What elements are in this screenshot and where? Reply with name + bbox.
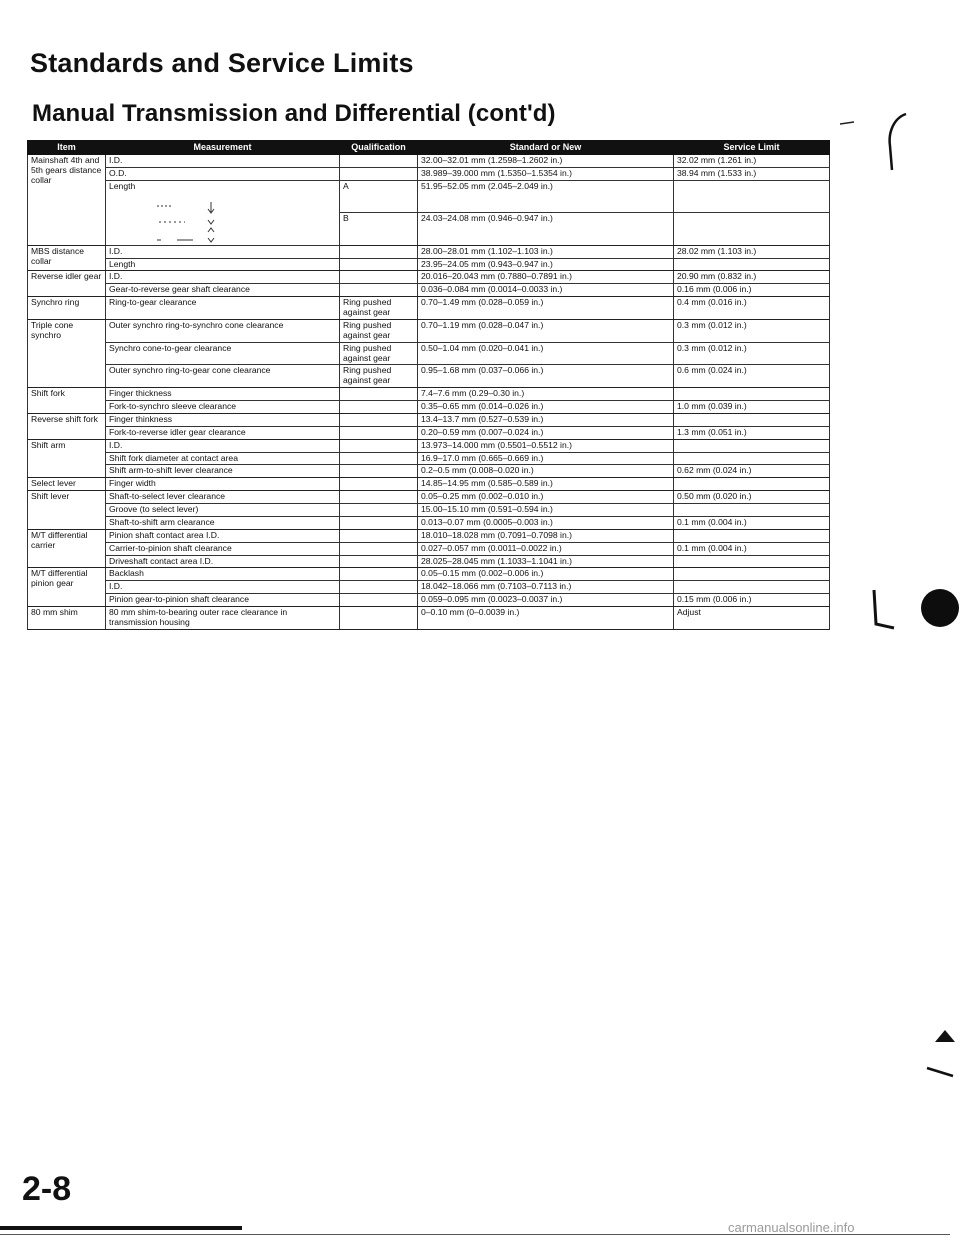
measurement-cell: I.D.	[106, 271, 340, 284]
standard-cell: 38.989–39.000 mm (1.5350–1.5354 in.)	[418, 167, 674, 180]
table-row	[28, 529, 830, 542]
qualification-cell	[340, 167, 418, 180]
header-qualification: Qualification	[340, 141, 418, 155]
qualification-cell	[340, 426, 418, 439]
service-limit-cell: 0.3 mm (0.012 in.)	[674, 342, 830, 365]
service-limit-cell: 0.15 mm (0.006 in.)	[674, 594, 830, 607]
measurement-cell: Pinion shaft contact area I.D.	[106, 529, 340, 542]
measurement-cell: I.D.	[106, 245, 340, 258]
table-row	[28, 516, 830, 529]
standard-cell: 13.4–13.7 mm (0.527–0.539 in.)	[418, 413, 674, 426]
item-cell: M/T differential carrier	[28, 529, 106, 568]
service-limit-cell: 0.4 mm (0.016 in.)	[674, 297, 830, 320]
qualification-cell: Ring pushed against gear	[340, 342, 418, 365]
measurement-cell: Carrier-to-pinion shaft clearance	[106, 542, 340, 555]
qualification-cell	[340, 542, 418, 555]
measurement-cell: Driveshaft contact area I.D.	[106, 555, 340, 568]
item-cell: Shift fork	[28, 388, 106, 414]
table-row	[28, 465, 830, 478]
service-limit-cell: 0.16 mm (0.006 in.)	[674, 284, 830, 297]
measurement-cell: Outer synchro ring-to-gear cone clearance	[106, 365, 340, 388]
header-item: Item	[28, 141, 106, 155]
header-measurement: Measurement	[106, 141, 340, 155]
service-limit-cell: 0.1 mm (0.004 in.)	[674, 516, 830, 529]
table-row	[28, 271, 830, 284]
qualification-cell	[340, 245, 418, 258]
table-row	[28, 245, 830, 258]
table-header	[28, 141, 830, 155]
service-limit-cell	[674, 258, 830, 271]
qualification-cell	[340, 452, 418, 465]
qualification-cell	[340, 284, 418, 297]
standard-cell: 14.85–14.95 mm (0.585–0.589 in.)	[418, 478, 674, 491]
table-row	[28, 258, 830, 271]
service-limit-cell	[674, 388, 830, 401]
standard-cell: 32.00–32.01 mm (1.2598–1.2602 in.)	[418, 155, 674, 168]
standard-cell: 7.4–7.6 mm (0.29–0.30 in.)	[418, 388, 674, 401]
table-row	[28, 297, 830, 320]
qualification-cell	[340, 401, 418, 414]
qualification-cell	[340, 439, 418, 452]
item-cell: M/T differential pinion gear	[28, 568, 106, 607]
standard-cell: 0–0.10 mm (0–0.0039 in.)	[418, 607, 674, 630]
table-row	[28, 504, 830, 517]
service-limit-cell: 0.62 mm (0.024 in.)	[674, 465, 830, 478]
dash-mark-icon	[838, 118, 858, 128]
table-row	[28, 594, 830, 607]
qualification-cell	[340, 581, 418, 594]
standard-cell: 0.70–1.19 mm (0.028–0.047 in.)	[418, 319, 674, 342]
measurement-cell: Fork-to-synchro sleeve clearance	[106, 401, 340, 414]
measurement-cell: 80 mm shim-to-bearing outer race clearance in transmission housing	[106, 607, 340, 630]
table-row	[28, 555, 830, 568]
distance-collar-diagram-icon	[155, 200, 225, 244]
standard-cell: 15.00–15.10 mm (0.591–0.594 in.)	[418, 504, 674, 517]
item-cell: Select lever	[28, 478, 106, 491]
qualification-cell	[340, 568, 418, 581]
service-limit-cell	[674, 529, 830, 542]
qualification-cell	[340, 388, 418, 401]
table-row	[28, 319, 830, 342]
standard-cell: 0.027–0.057 mm (0.0011–0.0022 in.)	[418, 542, 674, 555]
service-limit-cell	[674, 180, 830, 212]
table-row	[28, 426, 830, 439]
standard-cell: 0.50–1.04 mm (0.020–0.041 in.)	[418, 342, 674, 365]
standard-cell: 0.05–0.25 mm (0.002–0.010 in.)	[418, 491, 674, 504]
standard-cell: 0.35–0.65 mm (0.014–0.026 in.)	[418, 401, 674, 414]
measurement-cell: Shaft-to-shift arm clearance	[106, 516, 340, 529]
binder-mark-icon	[876, 112, 912, 172]
measurement-cell: Pinion gear-to-pinion shaft clearance	[106, 594, 340, 607]
item-cell	[28, 155, 106, 246]
service-limit-cell	[674, 504, 830, 517]
table-body	[28, 155, 830, 630]
standard-cell: 0.2–0.5 mm (0.008–0.020 in.)	[418, 465, 674, 478]
qualification-cell	[340, 465, 418, 478]
measurement-cell: Finger width	[106, 478, 340, 491]
standard-cell: 0.95–1.68 mm (0.037–0.066 in.)	[418, 365, 674, 388]
qualification-cell	[340, 529, 418, 542]
qualification-cell	[340, 491, 418, 504]
watermark: carmanualsonline.info	[728, 1220, 855, 1235]
standard-cell: 16.9–17.0 mm (0.665–0.669 in.)	[418, 452, 674, 465]
item-cell: Shift lever	[28, 491, 106, 530]
item-label: Mainshaft 4th and 5th gears distance collar	[31, 155, 102, 185]
service-limit-cell	[674, 439, 830, 452]
item-cell: Synchro ring	[28, 297, 106, 320]
standard-cell: 0.20–0.59 mm (0.007–0.024 in.)	[418, 426, 674, 439]
table-row	[28, 491, 830, 504]
footer-rule	[0, 1226, 242, 1230]
binder-hole-icon	[868, 584, 960, 636]
standard-cell: 13.973–14.000 mm (0.5501–0.5512 in.)	[418, 439, 674, 452]
header-standard: Standard or New	[418, 141, 674, 155]
qualification-cell	[340, 594, 418, 607]
service-limit-cell: 1.3 mm (0.051 in.)	[674, 426, 830, 439]
measurement-cell: I.D.	[106, 439, 340, 452]
standard-cell: 0.70–1.49 mm (0.028–0.059 in.)	[418, 297, 674, 320]
service-limit-cell: 0.3 mm (0.012 in.)	[674, 319, 830, 342]
service-limit-cell: Adjust	[674, 607, 830, 630]
service-limit-cell	[674, 555, 830, 568]
standard-cell: 23.95–24.05 mm (0.943–0.947 in.)	[418, 258, 674, 271]
qualification-cell	[340, 413, 418, 426]
standard-cell: 0.013–0.07 mm (0.0005–0.003 in.)	[418, 516, 674, 529]
item-cell: MBS distance collar	[28, 245, 106, 271]
qualification-cell	[340, 516, 418, 529]
qualification-cell	[340, 607, 418, 630]
page-title: Standards and Service Limits	[30, 48, 414, 78]
measurement-cell: Ring-to-gear clearance	[106, 297, 340, 320]
service-limit-cell	[674, 452, 830, 465]
corner-mark-icon	[925, 1028, 957, 1080]
measurement-cell	[106, 180, 340, 245]
qualification-cell	[340, 504, 418, 517]
standard-cell: 24.03–24.08 mm (0.946–0.947 in.)	[418, 213, 674, 245]
table-row	[28, 413, 830, 426]
qualification-cell: Ring pushed against gear	[340, 297, 418, 320]
item-cell: Triple cone synchro	[28, 319, 106, 387]
measurement-cell: I.D.	[106, 155, 340, 168]
standard-cell: 51.95–52.05 mm (2.045–2.049 in.)	[418, 180, 674, 212]
table-row	[28, 342, 830, 365]
service-limit-cell	[674, 413, 830, 426]
table-row	[28, 607, 830, 630]
service-limit-cell: 28.02 mm (1.103 in.)	[674, 245, 830, 258]
service-limit-cell: 38.94 mm (1.533 in.)	[674, 167, 830, 180]
table-row	[28, 155, 830, 168]
specifications-table	[27, 140, 830, 630]
page-number: 2-8	[22, 1170, 72, 1208]
qualification-cell	[340, 555, 418, 568]
service-limit-cell	[674, 568, 830, 581]
measurement-cell: Groove (to select lever)	[106, 504, 340, 517]
item-cell: Reverse idler gear	[28, 271, 106, 297]
standard-cell: 0.05–0.15 mm (0.002–0.006 in.)	[418, 568, 674, 581]
table-row	[28, 581, 830, 594]
service-limit-cell: 20.90 mm (0.832 in.)	[674, 271, 830, 284]
standard-cell: 28.025–28.045 mm (1.1033–1.1041 in.)	[418, 555, 674, 568]
table-row	[28, 439, 830, 452]
measurement-cell: Finger thinkness	[106, 413, 340, 426]
qualification-cell: B	[340, 213, 418, 245]
measurement-label: Length	[109, 180, 136, 191]
measurement-cell: Synchro cone-to-gear clearance	[106, 342, 340, 365]
qualification-cell	[340, 155, 418, 168]
service-limit-cell	[674, 213, 830, 245]
service-limit-cell: 0.50 mm (0.020 in.)	[674, 491, 830, 504]
qualification-cell	[340, 271, 418, 284]
standard-cell: 28.00–28.01 mm (1.102–1.103 in.)	[418, 245, 674, 258]
table-row	[28, 568, 830, 581]
qualification-cell	[340, 258, 418, 271]
measurement-cell: I.D.	[106, 581, 340, 594]
table-row	[28, 388, 830, 401]
qualification-cell: Ring pushed against gear	[340, 319, 418, 342]
service-limit-cell: 32.02 mm (1.261 in.)	[674, 155, 830, 168]
standard-cell: 20.016–20.043 mm (0.7880–0.7891 in.)	[418, 271, 674, 284]
table-row	[28, 167, 830, 180]
section-title: Manual Transmission and Differential (cont'd)	[32, 100, 556, 127]
measurement-cell: Backlash	[106, 568, 340, 581]
standard-cell: 0.059–0.095 mm (0.0023–0.0037 in.)	[418, 594, 674, 607]
measurement-cell: Shaft-to-select lever clearance	[106, 491, 340, 504]
table-row	[28, 542, 830, 555]
measurement-cell: Length	[106, 258, 340, 271]
measurement-cell: Finger thickness	[106, 388, 340, 401]
table-row	[28, 401, 830, 414]
header-service-limit: Service Limit	[674, 141, 830, 155]
measurement-cell: Fork-to-reverse idler gear clearance	[106, 426, 340, 439]
service-limit-cell: 0.6 mm (0.024 in.)	[674, 365, 830, 388]
standard-cell: 18.042–18.066 mm (0.7103–0.7113 in.)	[418, 581, 674, 594]
item-cell: 80 mm shim	[28, 607, 106, 630]
measurement-cell: Outer synchro ring-to-synchro cone clearance	[106, 319, 340, 342]
table-row	[28, 284, 830, 297]
table-row	[28, 365, 830, 388]
qualification-cell	[340, 478, 418, 491]
standard-cell: 18.010–18.028 mm (0.7091–0.7098 in.)	[418, 529, 674, 542]
standard-cell: 0.036–0.084 mm (0.0014–0.0033 in.)	[418, 284, 674, 297]
qualification-cell: Ring pushed against gear	[340, 365, 418, 388]
measurement-cell: O.D.	[106, 167, 340, 180]
service-limit-cell	[674, 478, 830, 491]
item-cell: Reverse shift fork	[28, 413, 106, 439]
service-limit-cell: 0.1 mm (0.004 in.)	[674, 542, 830, 555]
service-limit-cell: 1.0 mm (0.039 in.)	[674, 401, 830, 414]
qualification-cell: A	[340, 180, 418, 212]
service-limit-cell	[674, 581, 830, 594]
table-row	[28, 478, 830, 491]
table-row	[28, 180, 830, 212]
item-cell: Shift arm	[28, 439, 106, 478]
measurement-cell: Gear-to-reverse gear shaft clearance	[106, 284, 340, 297]
measurement-cell: Shift fork diameter at contact area	[106, 452, 340, 465]
table-row	[28, 452, 830, 465]
measurement-cell: Shift arm-to-shift lever clearance	[106, 465, 340, 478]
